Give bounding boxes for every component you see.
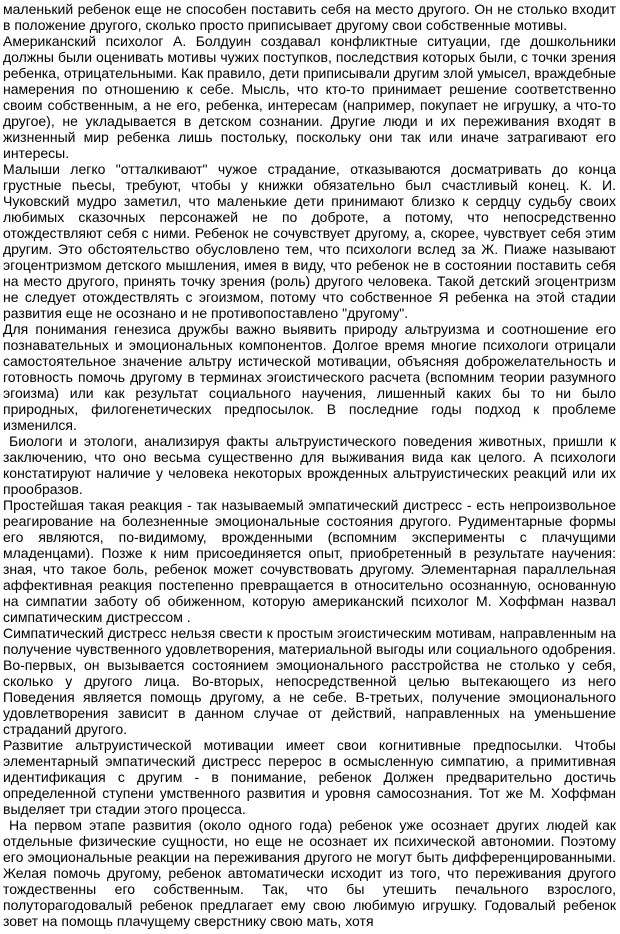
paragraph-2: Американский психолог А. Болдуин создавал конфликтные ситуации, где дошкольники должны были оценивать мотивы чужих поступков, последствия которых были, с точки зрения ребенка, отрицательными. Как правило, дети приписывали другим злой умысел, враждебные намерения по отношению к себе. Мысль, что кто-то принимает решение соответственно своим собственным, а не его, ребенка, интересам (например, покупает не игрушку, а что-то другое), не укладывается в детском сознании. Другие люди и их переживания входят в жизненный мир ребенка лишь постольку, поскольку они так или иначе затрагивают его интересы. <box>3 33 616 161</box>
paragraph-8: Развитие альтруистической мотивации имеет свои когнитивные предпосылки. Чтобы элементарный эмпатический дистресс перерос в осмысленную симпатию, а примитивная идентификация с другим - в понимание, ребенок Должен предварительно достичь определенной ступени умственного развития и уровня самосознания. Тот же М. Хоффман выделяет три стадии этого процесса. <box>3 737 616 817</box>
paragraph-6: Простейшая такая реакция - так называемый эмпатический дистресс - есть непроизвольное реагирование на болезненные эмоциональные состояния другого. Рудиментарные формы его являются, по-видимому, врожденными (вспомним эксперименты с плачущими младенцами). Позже к ним присоединяется опыт, приобретенный в результате научения: зная, что такое боль, ребенок может сочувствовать другому. Элементарная параллельная аффективная реакция постепенно превращается в относительно осознанную, основанную на симпатии заботу об обиженном, которую американский психолог М. Хоффман назвал симпатическим дистрессом . <box>3 497 616 625</box>
paragraph-1: маленький ребенок еще не способен поставить себя на место другого. Он не столько входит в положение другого, сколько просто приписывает другому свои собственные мотивы. <box>3 1 616 33</box>
paragraph-5: Биологи и этологи, анализируя факты альтруистического поведения животных, пришли к заключению, что оно весьма существенно для выживания вида как целого. А психологи констатируют наличие у человека некоторых врожденных альтруистических реакций или их прообразов. <box>3 433 616 497</box>
paragraph-9: На первом этапе развития (около одного года) ребенок уже осознает других людей как отдельные физические сущности, но еще не осознает их психической автономии. Поэтому его эмоциональные реакции на переживания другого не могут быть дифференцированными. Желая помочь другому, ребенок автоматически исходит из того, что переживания другого тождественны его собственным. Так, что бы утешить печального взрослого, полуторагодовалый ребенок предлагает ему свою любимую игрушку. Годовалый ребенок зовет на помощь плачущему сверстнику свою мать, хотя <box>3 817 616 929</box>
paragraph-3: Малыши легко "отталкивают" чужое страдание, отказываются досматривать до конца грустные пьесы, требуют, чтобы у книжки обязательно был счастливый конец. К. И. Чуковский мудро заметил, что маленькие дети принимают близко к сердцу судьбу своих любимых сказочных персонажей не по доброте, а потому, что непосредственно отождествляют себя с ними. Ребенок не сочувствует другому, а, скорее, чувствует себя этим другим. Это обстоятельство обусловлено тем, что психологи вслед за Ж. Пиаже называют эгоцентризмом детского мышления, имея в виду, что ребенок не в состоянии поставить себя на место другого, принять точку зрения (роль) другого человека. Такой детский эгоцентризм не следует отождествлять с эгоизмом, потому что собственное Я ребенка на этой стадии развития еще не осознано и не противопоставлено "другому". <box>3 161 616 321</box>
paragraph-7: Симпатический дистресс нельзя свести к простым эгоистическим мотивам, направленным на получение чувственного удовлетворения, материальной выгоды или социального одобрения. Во-первых, он вызывается состоянием эмоционального расстройства не столько у себя, сколько у другого лица. Во-вторых, непосредственной целью вытекающего из него Поведения является помощь другому, а не себе. В-третьих, получение эмоционального удовлетворения зависит в данном случае от действий, направленных на уменьшение страданий другого. <box>3 625 616 737</box>
paragraph-4: Для понимания генезиса дружбы важно выявить природу альтруизма и соотношение его познавательных и эмоциональных компонентов. Долгое время многие психологи отрицали самостоятельное значение альтру истической мотивации, объясняя доброжелательность и готовность помочь другому в терминах эгоистического расчета (вспомним теории разумного эгоизма) или как результат социального научения, лишенный каких бы то ни было природных, филогенетических предпосылок. В последние годы подход к проблеме изменился. <box>3 321 616 433</box>
